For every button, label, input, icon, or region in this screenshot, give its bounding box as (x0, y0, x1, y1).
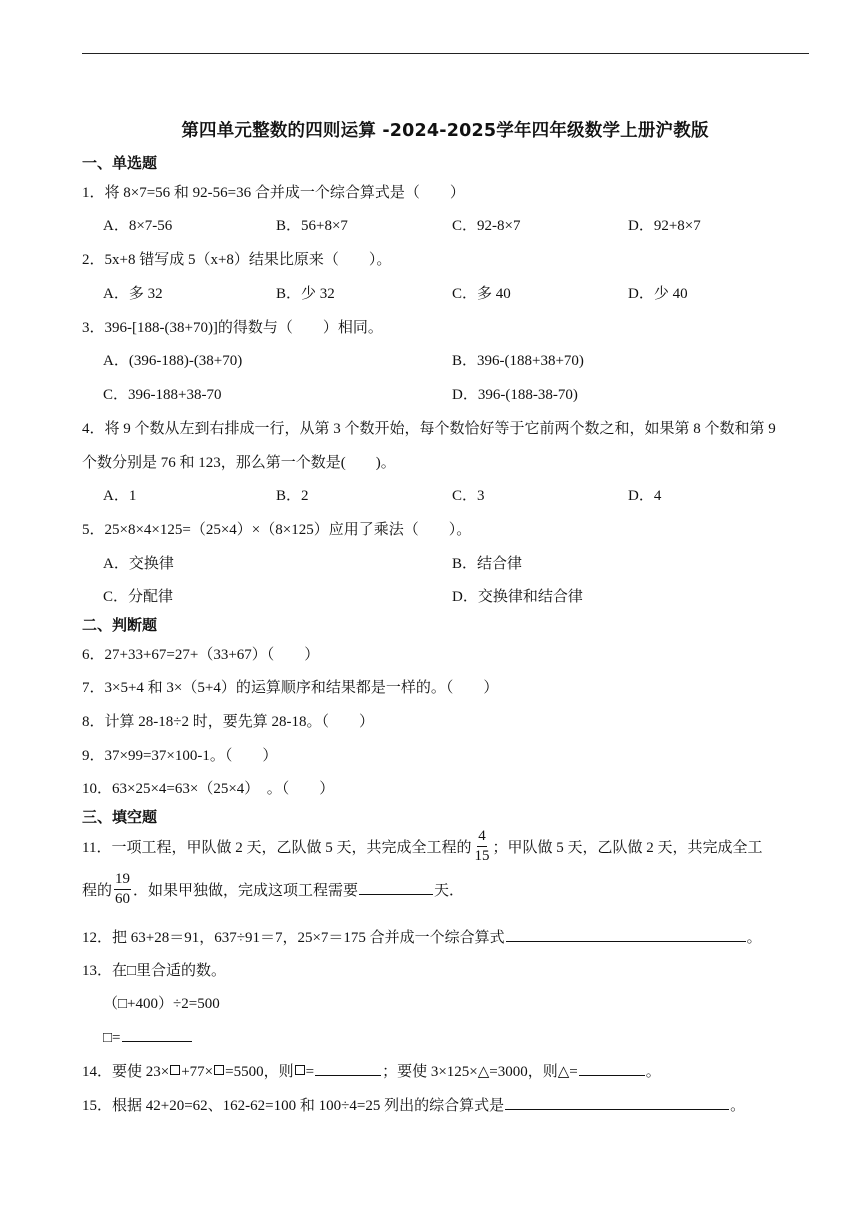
question-1: 1．将 8×7=56 和 92-56=36 合并成一个综合算式是（ ） (82, 185, 465, 201)
fraction-numerator: 19 (114, 871, 131, 890)
answer-blank-q13[interactable] (122, 1026, 192, 1042)
question-4-line-1: 4．将 9 个数从左到右排成一行，从第 3 个数开始，每个数恰好等于它前两个数之和，如果第 8 个数和第 9 (82, 421, 776, 437)
fraction-4-15 (473, 828, 490, 865)
q4-option-a[interactable]: A．1 (103, 488, 137, 504)
question-6: 6．27+33+67=27+（33+67）（ ） (82, 647, 320, 663)
q1-option-b[interactable]: B．56+8×7 (276, 218, 348, 234)
square-box-icon (295, 1065, 305, 1075)
q5-option-d[interactable]: D．交换律和结合律 (452, 589, 583, 605)
square-box-icon (214, 1065, 224, 1075)
q2-option-c[interactable]: C．多 40 (452, 286, 511, 302)
q12-text: 12．把 63+28＝91，637÷91＝7，25×7＝175 合并成一个综合算式 (82, 930, 505, 946)
answer-blank-q14-a[interactable] (315, 1060, 381, 1076)
question-2: 2．5x+8 错写成 5（x+8）结果比原来（ ）。 (82, 252, 392, 268)
q14-text-5: ；要使 3×125×△=3000，则△= (382, 1064, 578, 1080)
q4-option-c[interactable]: C．3 (452, 488, 485, 504)
q2-option-a[interactable]: A．多 32 (103, 286, 163, 302)
q4-option-b[interactable]: B．2 (276, 488, 309, 504)
q15-end: 。 (730, 1098, 746, 1114)
q3-option-b[interactable]: B．396-(188+38+70) (452, 353, 584, 369)
answer-blank-q12[interactable] (506, 926, 746, 942)
q5-option-c[interactable]: C．分配律 (103, 589, 174, 605)
q1-option-d[interactable]: D．92+8×7 (628, 218, 701, 234)
q13-answer-label: □= (103, 1030, 121, 1046)
question-8: 8．计算 28-18÷2 时，要先算 28-18。（ ） (82, 714, 374, 730)
q2-option-d[interactable]: D．少 40 (628, 286, 688, 302)
question-3: 3．396-[188-(38+70)]的得数与（ ）相同。 (82, 320, 383, 336)
answer-blank-q15[interactable] (505, 1094, 729, 1110)
section-heading-true-false: 二、判断题 (82, 616, 158, 634)
q11-text-4: ．如果甲独做，完成这项工程需要 (133, 882, 359, 899)
q5-option-b[interactable]: B．结合律 (452, 556, 523, 572)
question-7: 7．3×5+4 和 3×（5+4）的运算顺序和结果都是一样的。（ ） (82, 680, 499, 696)
q14-text-4: = (305, 1064, 315, 1080)
fraction-denominator: 15 (474, 848, 490, 864)
question-11-line-2 (82, 873, 464, 910)
q15-text: 15．根据 42+20=62、162-62=100 和 100÷4=25 列出的综合算式是 (82, 1098, 505, 1114)
q13-answer-line (103, 1026, 193, 1047)
question-13: 13．在□里合适的数。 (82, 963, 227, 979)
question-14 (82, 1060, 661, 1081)
q1-option-c[interactable]: C．92-8×7 (452, 218, 521, 234)
answer-blank-q11[interactable] (359, 879, 433, 895)
question-5: 5．25×8×4×125=（25×4）×（8×125）应用了乘法（ ）。 (82, 522, 472, 538)
q14-text-2: +77× (181, 1064, 214, 1080)
q11-text-3: 程的 (82, 882, 113, 899)
q1-option-a[interactable]: A．8×7-56 (103, 218, 173, 234)
header-rule (82, 53, 809, 54)
q14-end: 。 (645, 1064, 661, 1080)
question-11-line-1 (82, 830, 762, 867)
q2-option-b[interactable]: B．少 32 (276, 286, 335, 302)
fraction-denominator: 60 (115, 891, 131, 907)
q12-end: 。 (746, 930, 762, 946)
fraction-numerator: 4 (477, 828, 487, 847)
q14-text-1: 14．要使 23× (82, 1064, 170, 1080)
answer-blank-q14-b[interactable] (579, 1060, 645, 1076)
page-title: 第四单元整数的四则运算 -2024-2025学年四年级数学上册沪教版 (181, 121, 709, 141)
q11-text-5: 天． (434, 882, 465, 899)
section-heading-single-choice: 一、单选题 (82, 154, 158, 172)
q14-text-3: =5500，则 (225, 1064, 294, 1080)
q3-option-d[interactable]: D．396-(188-38-70) (452, 387, 578, 403)
q5-option-a[interactable]: A．交换律 (103, 556, 174, 572)
section-heading-fill-blank: 三、填空题 (82, 808, 158, 826)
q4-option-d[interactable]: D．4 (628, 488, 662, 504)
q13-equation: （□+400）÷2=500 (103, 996, 220, 1012)
q3-option-a[interactable]: A．(396-188)-(38+70) (103, 353, 243, 369)
square-box-icon (170, 1065, 180, 1075)
question-10: 10．63×25×4=63×（25×4） 。（ ） (82, 781, 335, 797)
question-4-line-2: 个数分别是 76 和 123，那么第一个数是( )。 (82, 455, 396, 471)
fraction-19-60 (114, 871, 131, 908)
question-12 (82, 926, 762, 947)
question-9: 9．37×99=37×100-1。（ ） (82, 748, 278, 764)
question-15 (82, 1094, 745, 1115)
q3-option-c[interactable]: C．396-188+38-70 (103, 387, 222, 403)
q11-text-1: 11．一项工程，甲队做 2 天，乙队做 5 天，共完成全工程的 (82, 839, 472, 856)
q11-text-2: ；甲队做 5 天，乙队做 2 天，共完成全工 (492, 839, 763, 856)
